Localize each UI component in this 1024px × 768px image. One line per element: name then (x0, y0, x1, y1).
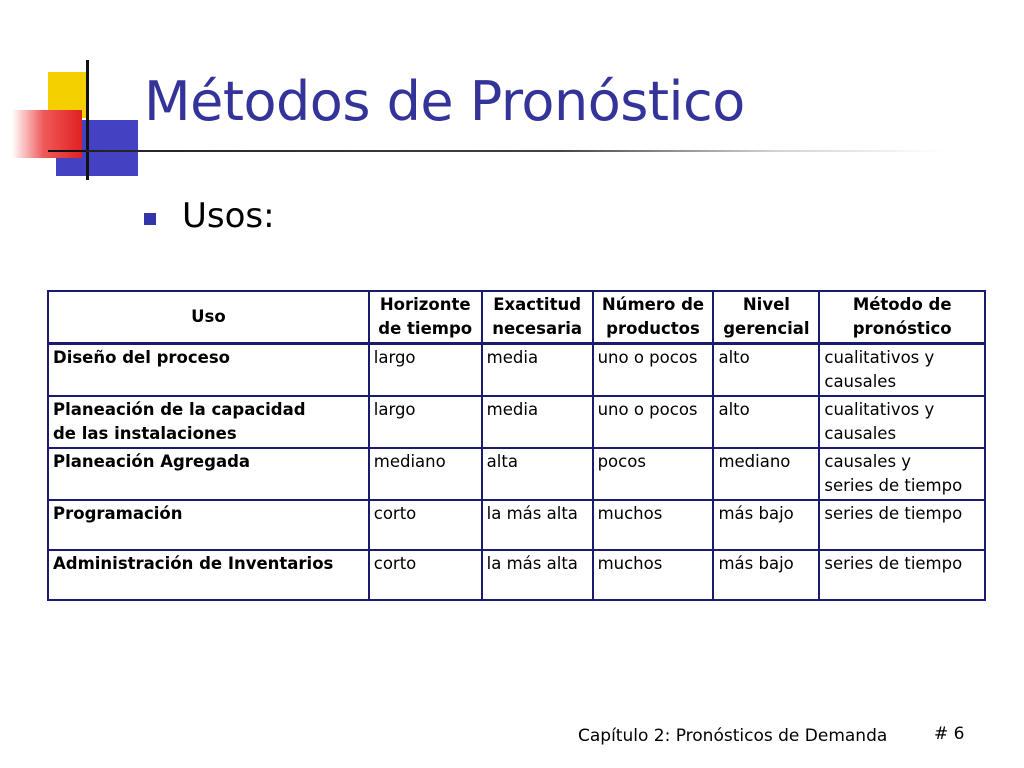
header-metodo: Método de pronóstico (819, 291, 985, 344)
header-exactitud: Exactitud necesaria (482, 291, 593, 344)
cell-horizonte: mediano (369, 448, 482, 500)
cell-exactitud: la más alta (482, 500, 593, 550)
header-productos: Número de productos (593, 291, 714, 344)
logo-vertical-line (86, 60, 89, 180)
footer-chapter: Capítulo 2: Pronósticos de Demanda (578, 726, 888, 746)
cell-metodo: series de tiempo (819, 500, 985, 550)
cell-productos: uno o pocos (593, 344, 714, 397)
cell-uso: Planeación de la capacidad de las instalaciones (48, 396, 369, 448)
cell-exactitud: alta (482, 448, 593, 500)
cell-nivel: alto (713, 396, 819, 448)
cell-productos: uno o pocos (593, 396, 714, 448)
title-divider (86, 150, 946, 152)
cell-metodo: cualitativos y causales (819, 344, 985, 397)
bullet-text: Usos: (182, 196, 275, 236)
cell-nivel: alto (713, 344, 819, 397)
cell-uso: Planeación Agregada (48, 448, 369, 500)
table-row (48, 344, 985, 397)
table-row (48, 500, 985, 550)
header-horizonte: Horizonte de tiempo (369, 291, 482, 344)
cell-uso: Administración de Inventarios (48, 550, 369, 600)
bullet-square-icon (144, 213, 156, 225)
cell-nivel: más bajo (713, 550, 819, 600)
page-number: # 6 (934, 724, 965, 744)
cell-metodo: cualitativos y causales (819, 396, 985, 448)
cell-productos: pocos (593, 448, 714, 500)
cell-horizonte: corto (369, 550, 482, 600)
table-header-row (48, 291, 985, 344)
cell-uso: Programación (48, 500, 369, 550)
table-row (48, 448, 985, 500)
cell-exactitud: media (482, 344, 593, 397)
cell-productos: muchos (593, 500, 714, 550)
cell-uso: Diseño del proceso (48, 344, 369, 397)
cell-nivel: más bajo (713, 500, 819, 550)
cell-horizonte: corto (369, 500, 482, 550)
cell-metodo: causales y series de tiempo (819, 448, 985, 500)
cell-exactitud: media (482, 396, 593, 448)
bullet-item (144, 196, 275, 236)
cell-metodo: series de tiempo (819, 550, 985, 600)
cell-horizonte: largo (369, 344, 482, 397)
table-row (48, 550, 985, 600)
header-nivel: Nivel gerencial (713, 291, 819, 344)
slide-logo (0, 0, 150, 190)
header-uso: Uso (48, 291, 369, 344)
cell-exactitud: la más alta (482, 550, 593, 600)
cell-productos: muchos (593, 550, 714, 600)
cell-horizonte: largo (369, 396, 482, 448)
slide-title: Métodos de Pronóstico (144, 70, 745, 133)
forecast-uses-table (47, 290, 986, 601)
cell-nivel: mediano (713, 448, 819, 500)
table-row (48, 396, 985, 448)
